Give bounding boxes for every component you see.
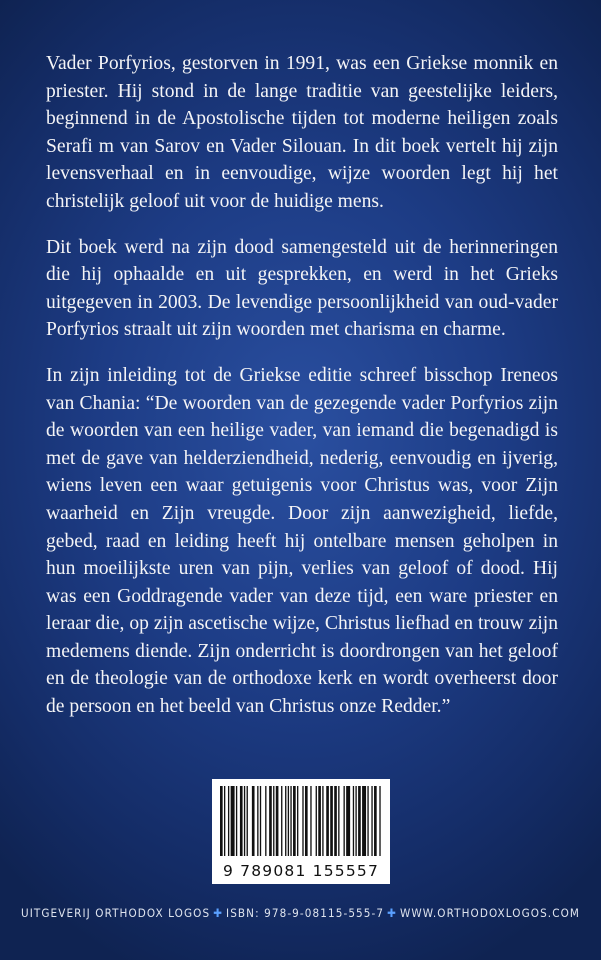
barcode-bar	[231, 786, 235, 856]
barcode-bar	[346, 786, 350, 856]
website-text: WWW.ORTHODOXLOGOS.COM	[399, 906, 580, 920]
barcode-bar	[379, 786, 380, 856]
isbn-barcode	[212, 779, 390, 884]
paragraph-publication: Dit boek werd na zijn dood samengesteld uit de herinneringen die hij ophaalde en uit gesprekken, en werd in het Grieks uitgegeven in 2003. De levendige persoonlijkheid van oud-vader Porfyrios straalt uit zijn woorden met charisma en charme.	[46, 236, 558, 341]
barcode-bar	[355, 786, 356, 856]
barcode-bar	[318, 786, 321, 856]
barcode-bar	[228, 786, 229, 856]
barcode-bars	[220, 786, 382, 856]
barcode-bar	[257, 786, 258, 856]
barcode-bar	[236, 786, 237, 856]
barcode-bar	[374, 786, 377, 856]
barcode-bar	[302, 786, 303, 856]
barcode-bar	[224, 786, 225, 856]
barcode-bar	[330, 786, 333, 856]
barcode-bar	[316, 786, 317, 856]
cross-separator-icon: ✚	[387, 906, 397, 920]
barcode-bar	[273, 786, 274, 856]
barcode-bar	[285, 786, 286, 856]
barcode-bar	[252, 786, 255, 856]
barcode-number: 9 789081 155557	[222, 862, 380, 880]
barcode-bar	[281, 786, 282, 856]
publisher-footer	[0, 906, 601, 920]
barcode-bar	[240, 786, 243, 856]
barcode-bar	[367, 786, 368, 856]
barcode-bar	[288, 786, 289, 856]
barcode-bar	[326, 786, 329, 856]
barcode-bar	[220, 786, 223, 856]
barcode-bar	[293, 786, 296, 856]
barcode-bar	[322, 786, 323, 856]
barcode-bar	[334, 786, 337, 856]
isbn-text: ISBN: 978-9-08115-555-7	[226, 906, 385, 920]
paragraph-intro: Vader Porfyrios, gestorven in 1991, was een Griekse monnik en priester. Hij stond in de lange traditie van geestelijke leiders, beginnend in de Apostolische tijden tot moderne heiligen zoals Serafi m van Sarov en Vader Silouan. In dit boek vertelt hij zijn levensverhaal en in eenvoudige, wijze woorden legt hij het christelijk geloof uit voor de huidige mens.	[46, 53, 558, 212]
publisher-name: UITGEVERIJ ORTHODOX LOGOS	[20, 906, 211, 920]
back-cover-text	[46, 50, 558, 739]
barcode-bar	[343, 786, 344, 856]
barcode-bar	[371, 786, 372, 856]
barcode-bar	[353, 786, 354, 856]
barcode-bar	[310, 786, 311, 856]
barcode-bar	[338, 786, 339, 856]
barcode-bar	[305, 786, 308, 856]
barcode-bar	[276, 786, 279, 856]
barcode-bar	[247, 786, 248, 856]
barcode-bar	[297, 786, 298, 856]
barcode-bar	[260, 786, 261, 856]
barcode-bar	[362, 786, 366, 856]
barcode-bar	[265, 786, 266, 856]
barcode-bar	[290, 786, 291, 856]
barcode-bar	[244, 786, 245, 856]
paragraph-quote: In zijn inleiding tot de Griekse editie schreef bisschop Ireneos van Chania: “De woorden van de gezegende vader Porfyrios zijn de woorden van een heilige vader, van iemand die begenadigd is met de gave van helderziendheid, nederig, eenvoudig en ijverig, wiens leven een waar getuigenis voor Christus was, voor Zijn waarheid en Zijn vreugde. Door zijn aanwezigheid, liefde, gebed, raad en leiding heeft hij ontelbare mensen geholpen in hun moeilijkste uren van pijn, verlies van geloof of dood. Hij was een Goddragende vader van deze tijd, een ware priester en leraar die, op zijn ascetische wijze, Christus liefhad en trouw zijn medemens diende. Zijn onderricht is doordrongen van het geloof en de theologie van de orthodoxe kerk en wordt overheerst door de persoon en het beeld van Christus onze Redder.”	[46, 364, 558, 718]
barcode-bar	[269, 786, 272, 856]
barcode-bar	[358, 786, 361, 856]
cross-separator-icon: ✚	[213, 906, 224, 920]
